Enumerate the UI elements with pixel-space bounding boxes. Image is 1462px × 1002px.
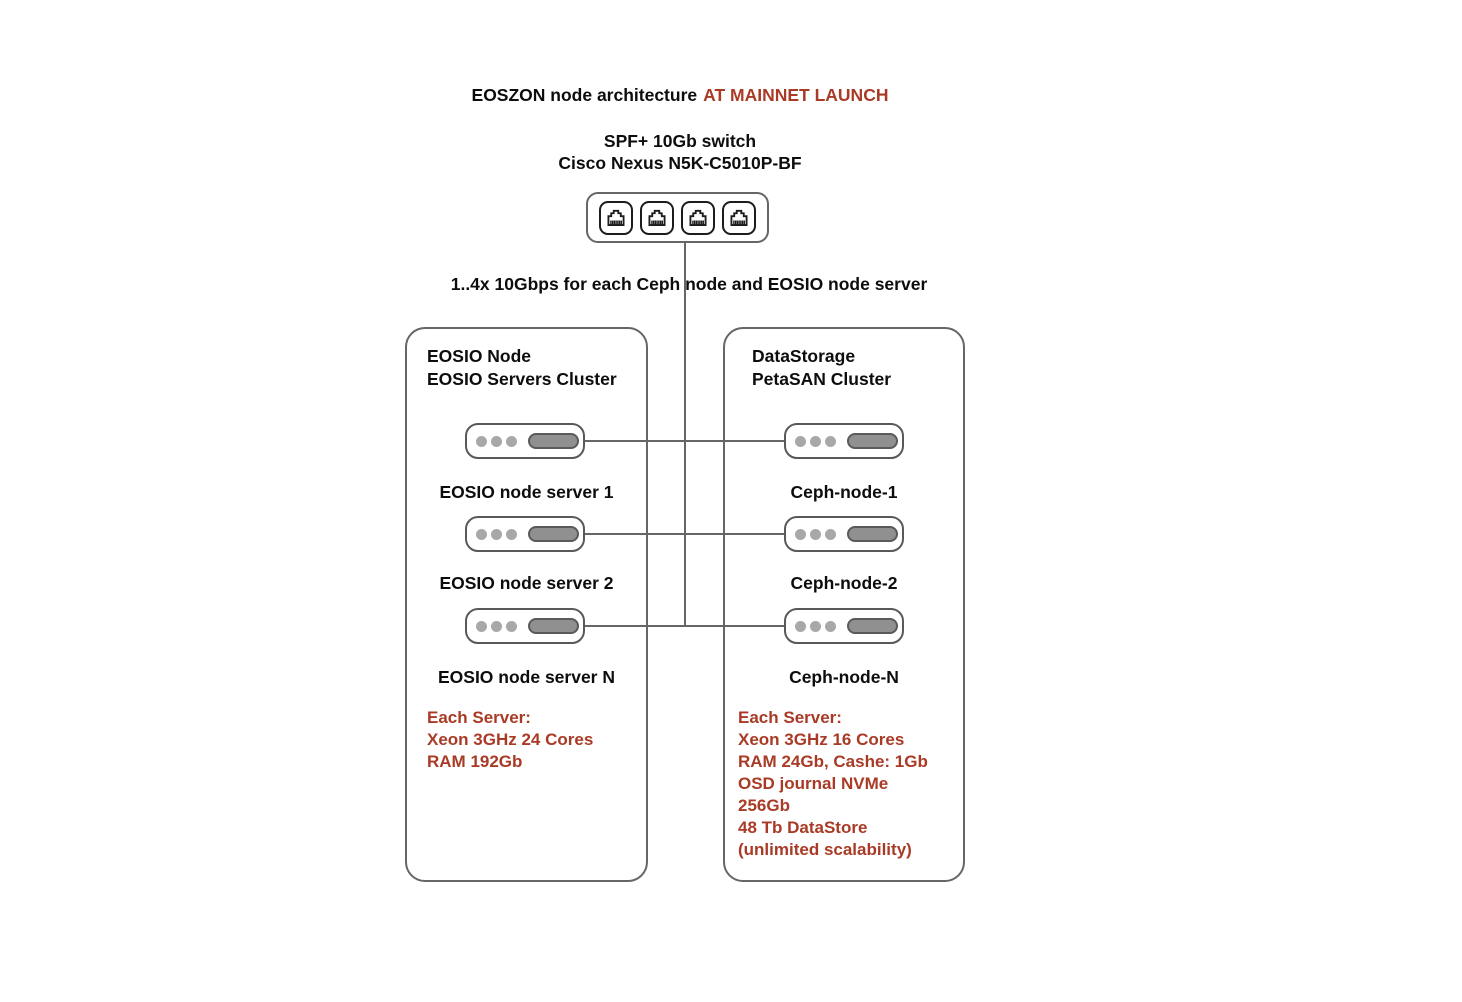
connector-row2-line: [585, 533, 784, 535]
spec-line: RAM 24Gb, Cashe: 1Gb: [738, 752, 928, 771]
rj45-glyph: [726, 205, 752, 231]
ethernet-port-icon: [599, 201, 633, 235]
server-icon: [784, 516, 904, 552]
server-led-dot: [476, 436, 487, 447]
diagram-title: [300, 85, 1060, 106]
server-led-dot: [825, 436, 836, 447]
spec-line: RAM 192Gb: [427, 752, 523, 771]
server-icon: [465, 516, 585, 552]
switch-label-line1: SPF+ 10Gb switch: [603, 131, 757, 151]
ceph-node-1-label: Ceph-node-1: [790, 482, 898, 502]
ethernet-port-icon: [722, 201, 756, 235]
spec-line: Each Server:: [738, 708, 842, 727]
spec-line: OSD journal NVMe: [738, 774, 889, 793]
server-led-dot: [491, 621, 502, 632]
server-led-dot: [795, 621, 806, 632]
rj45-glyph: [644, 205, 670, 231]
server-drive-bay: [847, 433, 898, 449]
ceph-server-specs: [738, 707, 960, 861]
spec-line: 256Gb: [738, 796, 790, 815]
rj45-glyph: [685, 205, 711, 231]
connector-row3-line: [585, 625, 784, 627]
server-led-dot: [476, 529, 487, 540]
server-led-dot: [825, 529, 836, 540]
server-led-dot: [476, 621, 487, 632]
network-switch: [586, 192, 769, 243]
server-led-dot: [506, 621, 517, 632]
eosio-cluster-title-line2: EOSIO Servers Cluster: [427, 369, 617, 389]
server-led-dot: [810, 436, 821, 447]
petasan-cluster-title-line2: PetaSAN Cluster: [752, 369, 892, 389]
server-drive-bay: [847, 526, 898, 542]
switch-label-line2: Cisco Nexus N5K-C5010P-BF: [558, 153, 802, 173]
petasan-cluster-title-line1: DataStorage: [752, 346, 856, 366]
switch-label: [380, 130, 980, 174]
server-icon: [465, 423, 585, 459]
eosio-server-specs: [427, 707, 642, 773]
server-drive-bay: [847, 618, 898, 634]
spec-line: Xeon 3GHz 24 Cores: [427, 730, 594, 749]
server-led-dot: [795, 529, 806, 540]
petasan-cluster-title: [752, 345, 891, 391]
server-drive-bay: [528, 618, 579, 634]
server-led-dot: [810, 529, 821, 540]
eosio-cluster-title: [427, 345, 617, 391]
server-icon: [784, 608, 904, 644]
ceph-node-n-label: Ceph-node-N: [789, 667, 899, 687]
server-led-dot: [506, 436, 517, 447]
server-led-dot: [825, 621, 836, 632]
ethernet-port-icon: [681, 201, 715, 235]
server-icon: [784, 423, 904, 459]
server-led-dot: [795, 436, 806, 447]
spec-line: (unlimited scalability): [738, 840, 912, 859]
spec-line: Each Server:: [427, 708, 531, 727]
server-led-dot: [810, 621, 821, 632]
diagram-title-red: AT MAINNET LAUNCH: [703, 85, 889, 105]
server-led-dot: [506, 529, 517, 540]
server-icon: [465, 608, 585, 644]
server-drive-bay: [528, 526, 579, 542]
server-drive-bay: [528, 433, 579, 449]
switch-downlink-line: [684, 243, 686, 626]
connector-row1-line: [585, 440, 784, 442]
eosio-cluster-title-line1: EOSIO Node: [427, 346, 532, 366]
eosio-server-1-label: EOSIO node server 1: [439, 482, 614, 502]
eosio-server-n-label: EOSIO node server N: [437, 667, 615, 687]
eosio-cluster-box: [405, 327, 648, 882]
rj45-glyph: [603, 205, 629, 231]
ceph-node-2-label: Ceph-node-2: [790, 573, 898, 593]
uplink-note: 1..4x 10Gbps for each Ceph node and EOSIO node server: [450, 274, 928, 294]
spec-line: Xeon 3GHz 16 Cores: [738, 730, 905, 749]
server-led-dot: [491, 529, 502, 540]
ethernet-port-icon: [640, 201, 674, 235]
server-led-dot: [491, 436, 502, 447]
spec-line: 48 Tb DataStore: [738, 818, 868, 837]
diagram-title-black: EOSZON node architecture: [471, 85, 698, 105]
eosio-server-2-label: EOSIO node server 2: [439, 573, 614, 593]
